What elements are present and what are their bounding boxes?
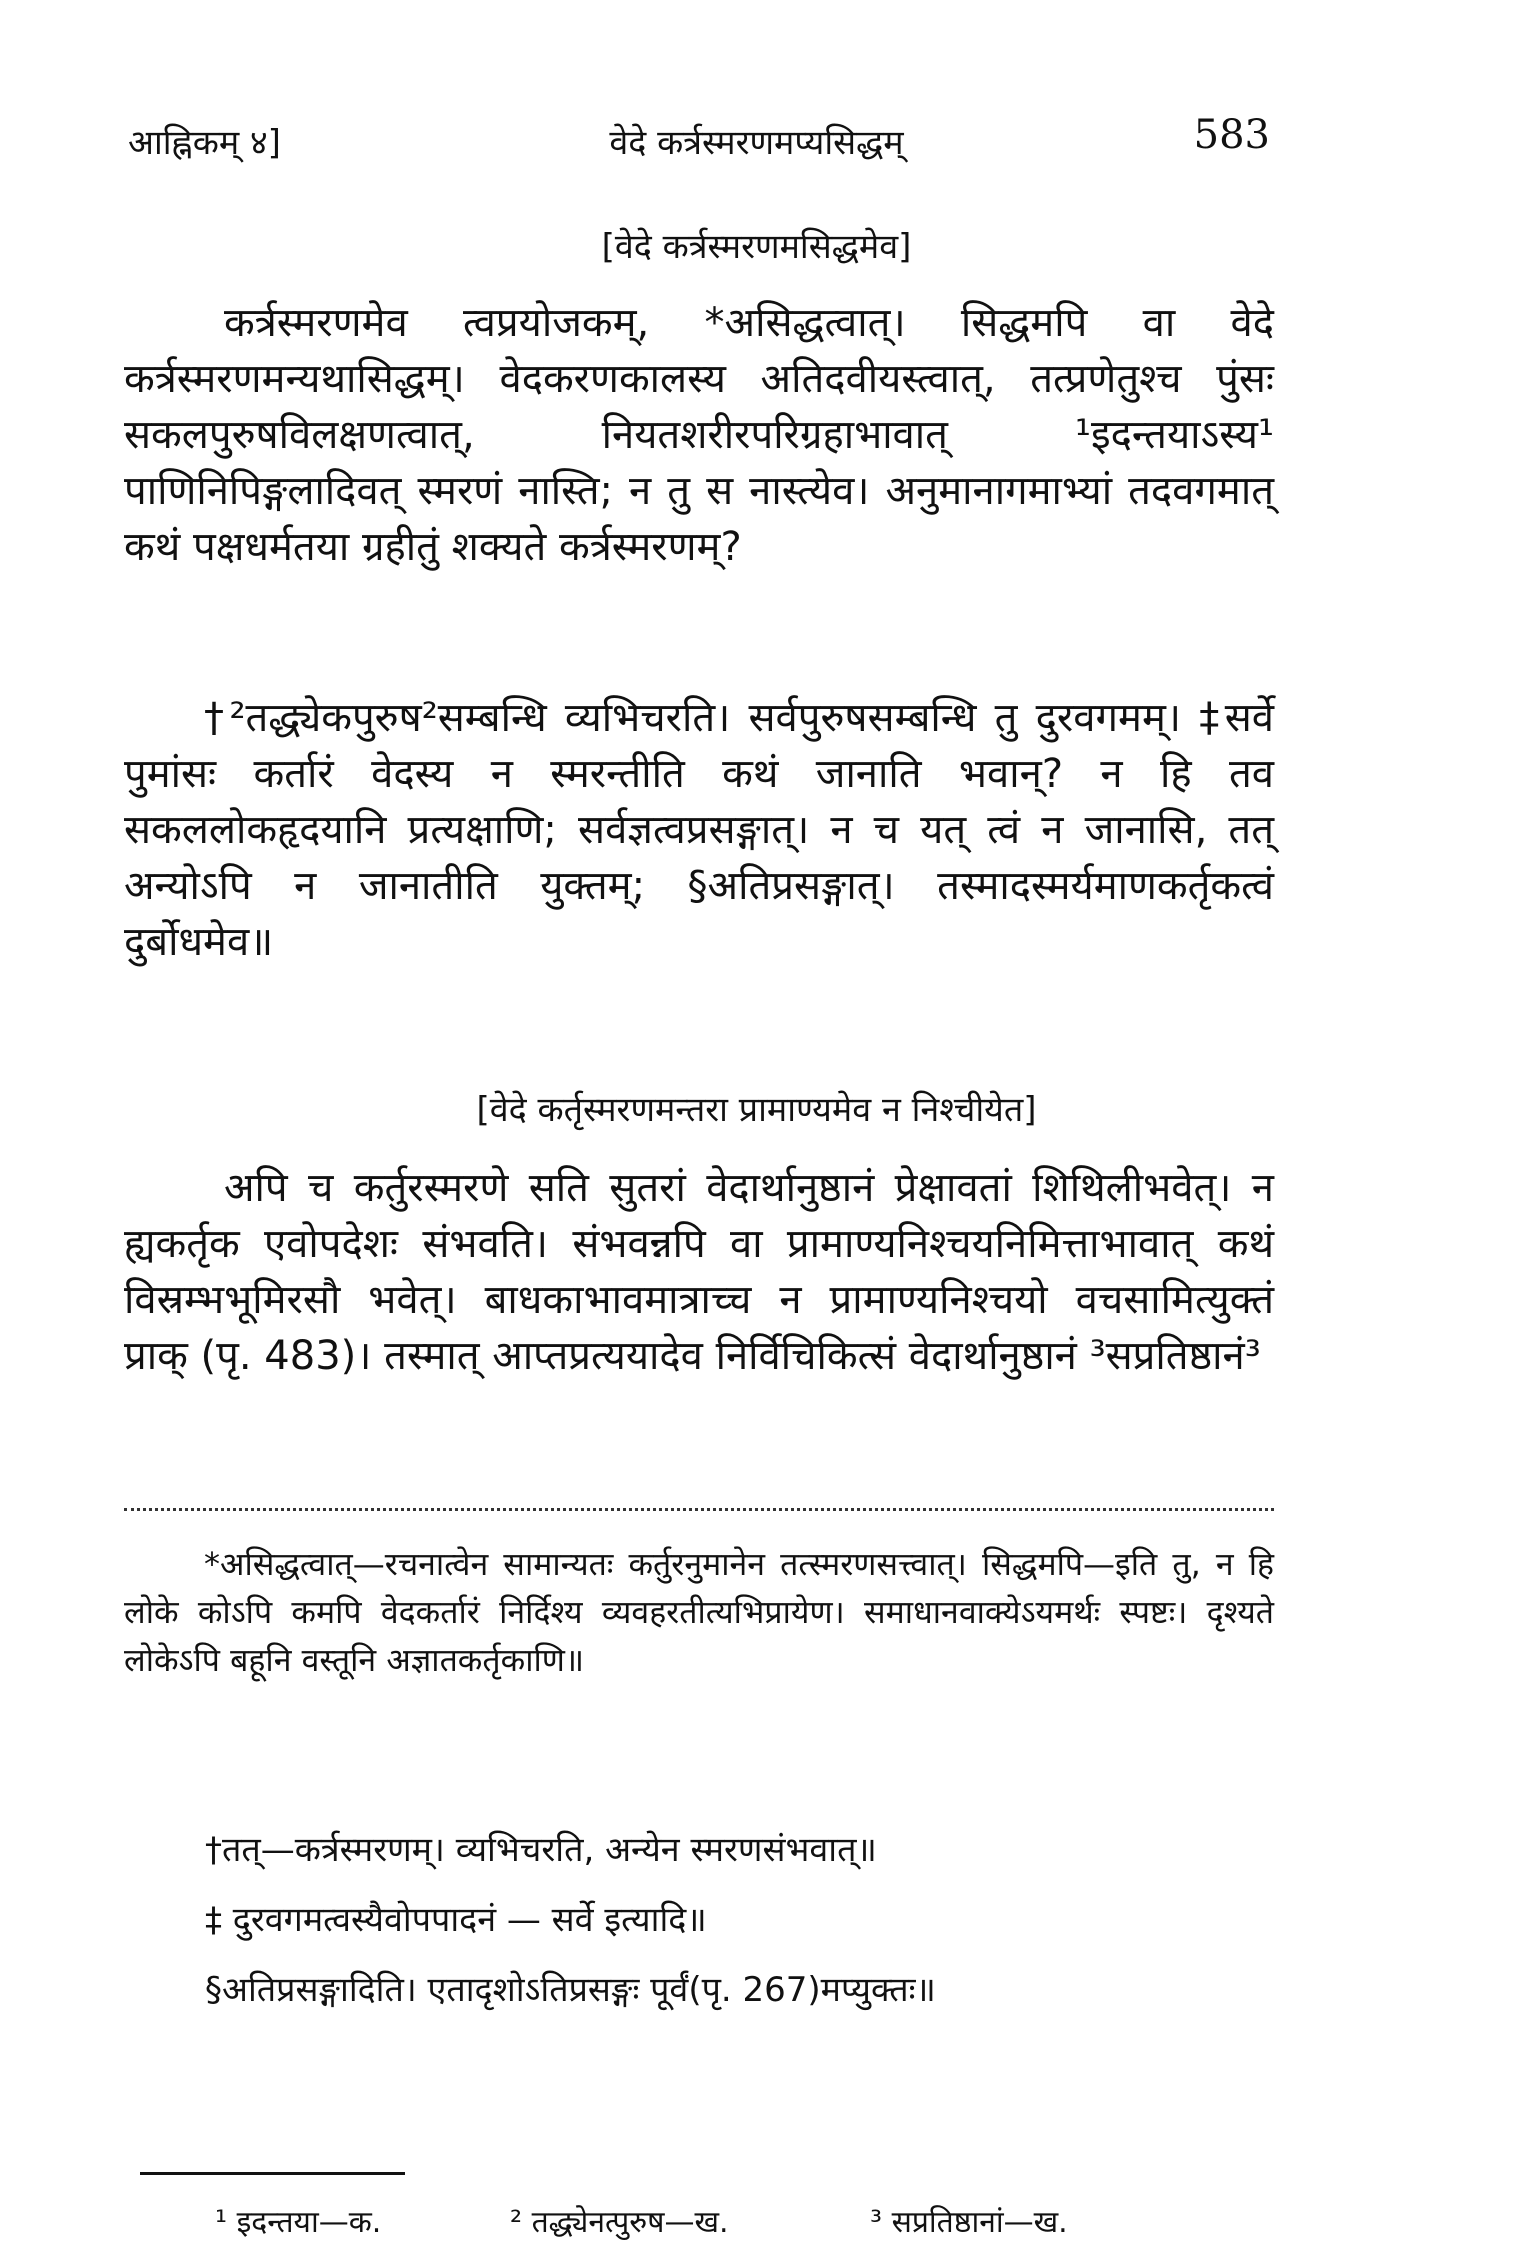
paragraph-1: कर्त्रस्मरणमेव त्वप्रयोजकम्, *असिद्धत्वात्। सिद्धमपि वा वेदे कर्त्रस्मरणमन्यथासिद्धम्। वेदकरणकालस्य अतिदवीयस्त्वात्, तत्प्रणेतुश्च पुंसः सकलपुरुषविलक्षणत्वात्, नियतशरीरपरिग्रहाभावात् ¹इदन्तयाऽस्य¹ पाणिनिपिङ्गलादिवत् स्मरणं नास्ति; न तु स नास्त्येव। अनुमानागमाभ्यां तदवगमात् कथं पक्षधर्मतया ग्रहीतुं शक्यते कर्त्रस्मरणम्? [124, 300, 1274, 570]
section-heading-1: [वेदे कर्त्रस्मरणमसिद्धमेव] [601, 227, 912, 267]
variant-1: ¹ इदन्तया—क. [215, 2205, 382, 2240]
section-heading-2: [वेदे कर्तृस्मरणमन्तरा प्रामाण्यमेव न निश्चीयेत] [476, 1090, 1037, 1130]
variant-3: ³ सप्रतिष्ठानां—ख. [870, 2205, 1068, 2240]
footnote-double-dagger: ‡ दुरवगमत्वस्यैवोपपादनं — सर्वे इत्यादि॥ [205, 1900, 707, 1940]
running-header-left: आह्निकम् ४] [128, 123, 281, 163]
footnote-star: *असिद्धत्वात्—रचनात्वेन सामान्यतः कर्तुरनुमानेन तत्स्मरणसत्त्वात्। सिद्धमपि—इति तु, न हि लोके कोऽपि कमपि वेदकर्तारं निर्दिश्य व्यवहरतीत्यभिप्रायेण। समाधानवाक्येऽयमर्थः स्पष्टः। दृश्यते लोकेऽपि बहूनि वस्तूनि अज्ञातकर्तृकाणि॥ [124, 1545, 1274, 1679]
page-number: 583 [1193, 112, 1270, 158]
variants-separator [140, 2172, 405, 2175]
footnote-section: §अतिप्रसङ्गादिति। एतादृशोऽतिप्रसङ्गः पूर्वं(पृ. 267)मप्युक्तः॥ [205, 1970, 936, 2010]
paragraph-2: †²तद्ध्येकपुरुष²सम्बन्धि व्यभिचरति। सर्वपुरुषसम्बन्धि तु दुरवगमम्। ‡सर्वे पुमांसः कर्तारं वेदस्य न स्मरन्तीति कथं जानाति भवान्? न हि तव सकललोकहृदयानि प्रत्यक्षाणि; सर्वज्ञत्वप्रसङ्गात्। न च यत् त्वं न जानासि, तत् अन्योऽपि न जानातीति युक्तम्; §अतिप्रसङ्गात्। तस्मादस्मर्यमाणकर्तृकत्वं दुर्बोधमेव॥ [124, 695, 1274, 965]
paragraph-3: अपि च कर्तुरस्मरणे सति सुतरां वेदार्थानुष्ठानं प्रेक्षावतां शिथिलीभवेत्। न ह्यकर्तृक एवोपदेशः संभवति। संभवन्नपि वा प्रामाण्यनिश्चयनिमित्ताभावात् कथं विस्रम्भभूमिरसौ भवेत्। बाधकाभावमात्राच्च न प्रामाण्यनिश्चयो वचसामित्युक्तं प्राक् (पृ. 483)। तस्मात् आप्तप्रत्ययादेव निर्विचिकित्सं वेदार्थानुष्ठानं ³सप्रतिष्ठानं³ [124, 1165, 1274, 1379]
footnote-dagger: †तत्—कर्त्रस्मरणम्। व्यभिचरति, अन्येन स्मरणसंभवात्॥ [205, 1830, 877, 1870]
running-header-title: वेदे कर्त्रस्मरणमप्यसिद्धम् [609, 123, 904, 163]
footnote-separator [124, 1508, 1274, 1511]
variant-2: ² तद्ध्येनत्पुरुष—ख. [510, 2205, 729, 2240]
